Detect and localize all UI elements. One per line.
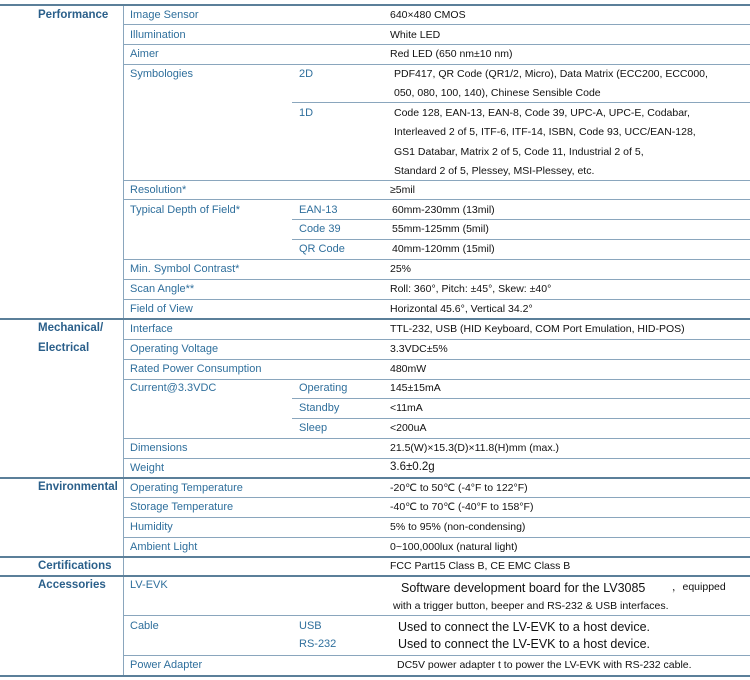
symbologies-1d-line: Code 128, EAN-13, EAN-8, Code 39, UPC-A, UPC-E, Codabar, xyxy=(394,107,690,119)
image-sensor-value: 640×480 CMOS xyxy=(390,9,466,21)
storage-temp-label: Storage Temperature xyxy=(130,501,234,513)
row-divider xyxy=(124,24,750,25)
current-sleep-label: Sleep xyxy=(299,422,328,434)
depth-of-field-label: Typical Depth of Field* xyxy=(130,204,241,216)
resolution-value: ≥5mil xyxy=(390,184,416,196)
dof-qrcode-value: 40mm-120mm (15mil) xyxy=(392,243,495,255)
row-divider xyxy=(124,44,750,45)
min-contrast-label: Min. Symbol Contrast* xyxy=(130,263,240,275)
weight-value: 3.6±0.2g xyxy=(390,461,435,473)
row-divider xyxy=(292,418,750,419)
row-divider xyxy=(124,497,750,498)
illumination-label: Illumination xyxy=(130,29,186,41)
interface-value: TTL-232, USB (HID Keyboard, COM Port Emulation, HID-POS) xyxy=(390,323,685,335)
symbologies-1d-line: GS1 Databar, Matrix 2 of 5, Code 11, Industrial 2 of 5, xyxy=(394,146,644,158)
field-of-view-label: Field of View xyxy=(130,303,193,315)
aimer-label: Aimer xyxy=(130,48,159,60)
symbologies-2d-line: 050, 080, 100, 140), Chinese Sensible Code xyxy=(394,87,601,99)
cable-rs232-label: RS-232 xyxy=(299,638,337,650)
power-value: 480mW xyxy=(390,363,427,375)
section-mechanical: Mechanical/ xyxy=(38,322,104,334)
aimer-value: Red LED (650 nm±10 nm) xyxy=(390,48,513,60)
symbologies-2d-label: 2D xyxy=(299,68,314,80)
section-divider xyxy=(0,556,750,558)
power-adapter-value: DC5V power adapter t to power the LV-EVK with RS-232 cable. xyxy=(397,659,692,671)
top-border xyxy=(0,4,750,6)
row-divider xyxy=(124,199,750,200)
symbologies-1d-line: Standard 2 of 5, Plessey, MSI-Plessey, etc. xyxy=(394,165,595,177)
current-sleep-value: <200uA xyxy=(390,422,427,434)
voltage-label: Operating Voltage xyxy=(130,343,219,355)
current-operating-label: Operating xyxy=(299,382,348,394)
image-sensor-label: Image Sensor xyxy=(130,9,199,21)
min-contrast-value: 25% xyxy=(390,263,412,275)
scan-angle-value: Roll: 360°, Pitch: ±45°, Skew: ±40° xyxy=(390,283,552,295)
row-divider xyxy=(124,180,750,181)
power-label: Rated Power Consumption xyxy=(130,363,262,375)
interface-label: Interface xyxy=(130,323,173,335)
dof-ean13-value: 60mm-230mm (13mil) xyxy=(392,204,495,216)
row-divider xyxy=(124,379,750,380)
row-divider xyxy=(292,398,750,399)
row-divider xyxy=(124,458,750,459)
symbologies-2d-line: PDF417, QR Code (QR1/2, Micro), Data Matrix (ECC200, ECC000, xyxy=(394,68,708,80)
power-adapter-label: Power Adapter xyxy=(130,659,203,671)
evk-description-line1-tail: ，equipped xyxy=(672,581,726,593)
cable-usb-value: Used to connect the LV-EVK to a host device. xyxy=(398,620,651,634)
storage-temp-value: -40℃ to 70℃ (-40°F to 158°F) xyxy=(390,501,534,513)
current-operating-value: 145±15mA xyxy=(390,382,441,394)
section-column xyxy=(0,0,123,680)
certifications-value: FCC Part15 Class B, CE EMC Class B xyxy=(390,560,571,572)
dof-code39-value: 55mm-125mm (5mil) xyxy=(392,223,489,235)
symbologies-label: Symbologies xyxy=(130,68,193,80)
dimensions-value: 21.5(W)×15.3(D)×11.8(H)mm (max.) xyxy=(390,442,560,454)
row-divider xyxy=(292,102,750,103)
current-standby-value: <11mA xyxy=(390,402,423,414)
evk-label: LV-EVK xyxy=(130,579,168,591)
evk-description-line2: with a trigger button, beeper and RS-232 & USB interfaces. xyxy=(393,600,669,612)
current-label: Current@3.3VDC xyxy=(130,382,217,394)
section-environmental: Environmental xyxy=(38,481,118,493)
humidity-value: 5% to 95% (non-condensing) xyxy=(390,521,526,533)
op-temp-label: Operating Temperature xyxy=(130,482,243,494)
cable-usb-label: USB xyxy=(299,620,322,632)
section-performance: Performance xyxy=(38,9,109,21)
section-accessories: Accessories xyxy=(38,579,106,591)
row-divider xyxy=(124,64,750,65)
op-temp-value: -20℃ to 50℃ (-4°F to 122°F) xyxy=(390,482,528,494)
scan-angle-label: Scan Angle** xyxy=(130,283,195,295)
row-divider xyxy=(124,299,750,300)
row-divider xyxy=(124,259,750,260)
section-divider xyxy=(0,575,750,577)
dimensions-label: Dimensions xyxy=(130,442,188,454)
row-divider xyxy=(124,655,750,656)
row-divider xyxy=(124,615,750,616)
symbologies-1d-label: 1D xyxy=(299,107,314,119)
resolution-label: Resolution* xyxy=(130,184,187,196)
dof-ean13-label: EAN-13 xyxy=(299,204,338,216)
ambient-light-value: 0~100,000lux (natural light) xyxy=(390,541,518,553)
section-divider xyxy=(0,477,750,479)
humidity-label: Humidity xyxy=(130,521,173,533)
dof-qrcode-label: QR Code xyxy=(299,243,345,255)
section-divider xyxy=(0,318,750,320)
row-divider xyxy=(124,438,750,439)
field-of-view-value: Horizontal 45.6°, Vertical 34.2° xyxy=(390,303,533,315)
symbologies-1d-line: Interleaved 2 of 5, ITF-6, ITF-14, ISBN, Code 93, UCC/EAN-128, xyxy=(394,126,696,138)
cable-label: Cable xyxy=(130,620,159,632)
ambient-light-label: Ambient Light xyxy=(130,541,198,553)
weight-label: Weight xyxy=(130,462,165,474)
dof-code39-label: Code 39 xyxy=(299,223,341,235)
bottom-border xyxy=(0,675,750,677)
row-divider xyxy=(292,219,750,220)
row-divider xyxy=(124,517,750,518)
row-divider xyxy=(124,279,750,280)
voltage-value: 3.3VDC±5% xyxy=(390,343,448,355)
row-divider xyxy=(124,537,750,538)
evk-description-line1: Software development board for the LV3085 xyxy=(401,581,646,595)
illumination-value: White LED xyxy=(390,29,441,41)
section-certifications: Certifications xyxy=(38,560,112,572)
current-standby-label: Standby xyxy=(299,402,340,414)
row-divider xyxy=(124,339,750,340)
section-electrical: Electrical xyxy=(38,342,90,354)
row-divider xyxy=(124,359,750,360)
row-divider xyxy=(292,239,750,240)
cable-rs232-value: Used to connect the LV-EVK to a host device. xyxy=(398,637,651,651)
